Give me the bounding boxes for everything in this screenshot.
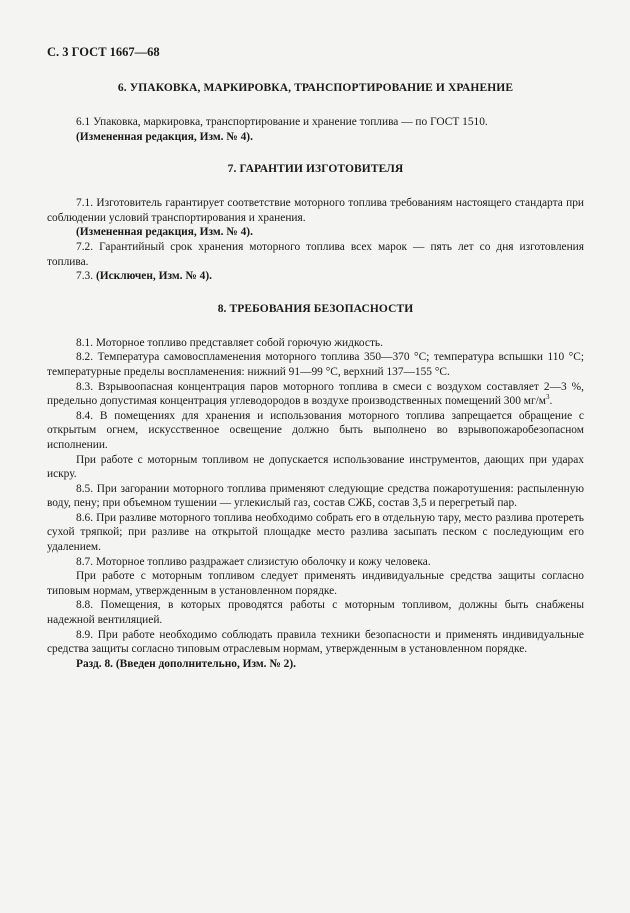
paragraph-6-1: 6.1 Упаковка, маркировка, транспортирование и хранение топлива — по ГОСТ 1510. xyxy=(76,116,488,128)
amendment-note: (Измененная редакция, Изм. № 4). xyxy=(76,226,253,239)
section-6-title: 6. УПАКОВКА, МАРКИРОВКА, ТРАНСПОРТИРОВАНИЕ И ХРАНЕНИЕ xyxy=(117,82,514,94)
paragraph-8-8: 8.8. Помещения, в которых проводятся работы с моторным топливом, должны быть снабжены надежной вентиляцией. xyxy=(47,599,584,627)
paragraph-8-4: 8.4. В помещениях для хранения и использования моторного топлива запрещается обращение с открытым огнем, искусственное освещение должно быть выполнено во взрывопожаробезопасном исполнении. xyxy=(47,409,584,451)
page-header: С. 3 ГОСТ 1667—68 xyxy=(47,45,160,59)
paragraph-7-3 xyxy=(47,269,584,284)
section-8-title: 8. ТРЕБОВАНИЯ БЕЗОПАСНОСТИ xyxy=(217,302,414,315)
paragraph-7-3-number: 7.3. xyxy=(76,270,96,283)
paragraph-8-9: 8.9. При работе необходимо соблюдать правила техники безопасности и применять индивидуальные средства защиты согласно типовым отраслевым нормам, утвержденным в установленном порядке. xyxy=(47,628,584,656)
paragraph-8-5: 8.5. При загорании моторного топлива применяют следующие средства пожаротушения: распыленную воду, пену; при объемном тушении — углекислый газ, состав СЖБ, состав 3,5 и перегретый пар. xyxy=(47,482,584,510)
paragraph-8-1: 8.1. Моторное топливо представляет собой горючую жидкость. xyxy=(76,336,383,349)
paragraph-8-3-end: . xyxy=(549,395,553,408)
superscript: 3 xyxy=(546,393,550,402)
section-7 xyxy=(47,161,584,284)
paragraph-7-3-note: (Исключен, Изм. № 4). xyxy=(95,270,212,283)
paragraph-7-2: 7.2. Гарантийный срок хранения моторного топлива всех марок — пять лет со дня изготовления топлива. xyxy=(47,240,584,268)
paragraph-8-7-note: При работе с моторным топливом следует применять индивидуальные средства защиты согласно типовым нормам, утвержденным в установленном порядке. xyxy=(47,570,584,597)
section-8 xyxy=(47,301,584,672)
amendment-note: (Измененная редакция, Изм. № 4). xyxy=(76,130,253,143)
document-page xyxy=(47,44,584,671)
section-6 xyxy=(47,80,584,144)
paragraph-8-7: 8.7. Моторное топливо раздражает слизистую оболочку и кожу человека. xyxy=(76,555,431,568)
paragraph-8-2: 8.2. Температура самовоспламенения моторного топлива 350—370 °С; температура вспышки 110 °С; температурные пределы воспламенения: нижний 91—99 °С, верхний 137—155 °С. xyxy=(47,351,584,378)
paragraph-8-4-note: При работе с моторным топливом не допускается использование инструментов, дающих при ударах искру. xyxy=(47,453,584,481)
paragraph-8-6: 8.6. При разливе моторного топлива необходимо собрать его в отдельную тару, место разлива протереть сухой тряпкой; при разливе на открытой площадке место разлива засыпать песком с последующим его удалением. xyxy=(47,511,584,554)
paragraph-7-1: 7.1. Изготовитель гарантирует соответствие моторного топлива требованиям настоящего стандарта при соблюдении условий транспортирования и хранения. xyxy=(47,197,584,224)
section-7-title: 7. ГАРАНТИИ ИЗГОТОВИТЕЛЯ xyxy=(227,163,404,176)
amendment-note: Разд. 8. (Введен дополнительно, Изм. № 2). xyxy=(76,657,297,670)
paragraph-8-3 xyxy=(47,380,584,409)
paragraph-8-3-text: 8.3. Взрывоопасная концентрация паров моторного топлива в смеси с воздухом составляет 2—3 %, предельно допустимая концентрация углеводородов в воздухе производственных помещений 300 мг/м xyxy=(47,380,584,408)
